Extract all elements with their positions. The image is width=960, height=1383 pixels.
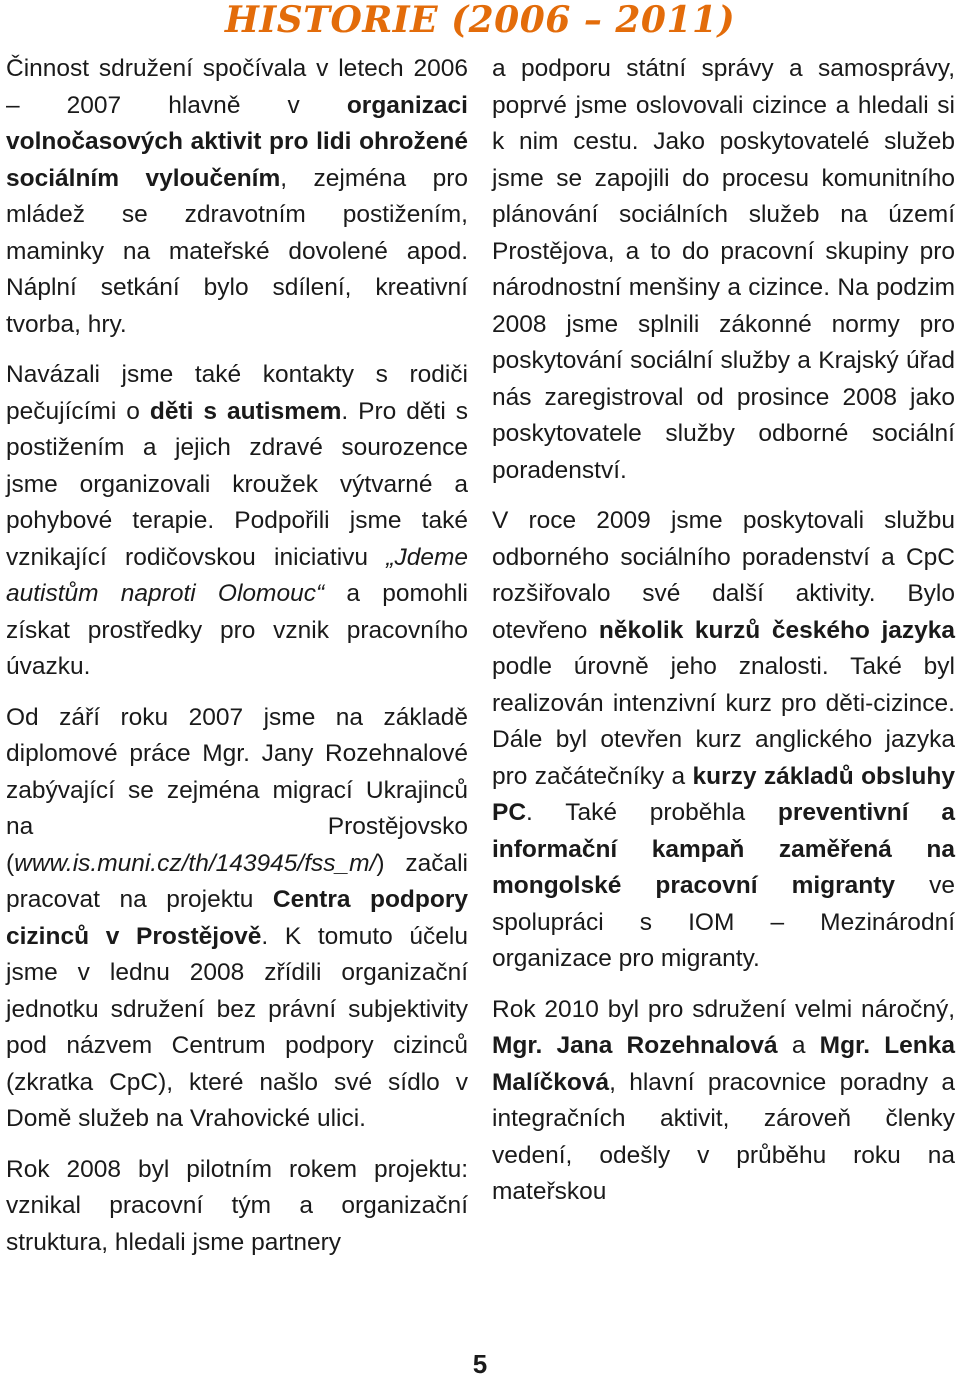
page-number: 5 bbox=[472, 1349, 488, 1379]
emphasis-leisure-activities: organizaci volnočasových aktivit pro lidi ohrožené sociálním vyloučením bbox=[6, 91, 468, 192]
right-column bbox=[492, 51, 955, 1225]
initiative-name: „Jdeme autistům naproti Olomouc“ bbox=[6, 543, 468, 607]
paragraph-activities-2006-2007: Činnost sdružení spočívala v letech 2006 – 2007 hlavně v organizaci volnočasových aktivit pro lidi ohrožené sociálním vyloučením, zejména pro mládež se zdravotním postižením, maminky na mateřské dovolené apod. Náplní setkání bylo sdílení, kreativní tvorba, hry. bbox=[6, 55, 468, 338]
paragraph-2010: Rok 2010 byl pro sdružení velmi náročný, Mgr. Jana Rozehnalová a Mgr. Lenka Malíčková, hlavní pracovnice poradny a integračních aktivit, zároveň členky vedení, odešly v průběhu roku na mateřskou bbox=[492, 995, 956, 1205]
emphasis-children-autism: děti s autismem bbox=[149, 397, 342, 425]
emphasis-pc-courses: kurzy základů obsluhy PC bbox=[492, 762, 955, 826]
paragraph-2009: V roce 2009 jsme poskytovali službu odborného sociálního poradenství a CpC rozšiřovalo své další aktivity. Bylo otevřeno několik kurzů českého jazyka podle úrovně jeho znalosti. Také byl realizován intenzivní kurz pro děti-cizince. Dále byl otevřen kurz anglického jazyka pro začátečníky a kurzy základů obsluhy PC. Také proběhla preventivní a informační kampaň zaměřená na mongolské pracovní migranty ve spolupráci s IOM – Mezinárodní organizace pro migranty. bbox=[492, 507, 956, 972]
emphasis-czech-courses: několik kurzů českého jazyka bbox=[598, 616, 955, 644]
paragraph-2008: Rok 2008 byl pilotním rokem projektu: vznikal pracovní tým a organizační struktura, hledali jsme partnery bbox=[6, 1155, 468, 1256]
emphasis-cpc-project: Centra podpory cizinců v Prostějově bbox=[6, 886, 468, 950]
paragraph-2008-continued: a podporu státní správy a samosprávy, poprvé jsme oslovovali cizince a hledali si k nim cestu. Jako poskytovatelé služeb jsme se zapojili do procesu komunitního plánování sociálních služeb na území Prostějova, a to do pracovní skupiny pro národnostní menšiny a cizince. Na podzim 2008 jsme splnili zákonné normy pro poskytování sociální služby a Krajský úřad nás zaregistroval od prosince 2008 jako poskytovatele služby odborné sociální poradenství. bbox=[492, 55, 955, 484]
emphasis-lenka-malickova: Mgr. Lenka Malíčková bbox=[492, 1032, 956, 1096]
thesis-link: www.is.muni.cz/th/143945/fss_m/ bbox=[14, 849, 377, 877]
paragraph-cpc-founding: Od září roku 2007 jsme na základě diplomové práce Mgr. Jany Rozehnalové zabývající se zejména migrací Ukrajinců na Prostějovsko (www.is.muni.cz/th/143945/fss_m/) začali pracovat na projektu Centra podpory cizinců v Prostějově. K tomuto účelu jsme v lednu 2008 zřídili organizační jednotku sdružení bez právní subjektivity pod názvem Centrum podpory cizinců (zkratka CpC), které našlo své sídlo v Domě služeb na Vrahovické ulici. bbox=[6, 703, 469, 1132]
emphasis-jana-rozehnalova: Mgr. Jana Rozehnalová bbox=[492, 1032, 778, 1059]
paragraph-autism: Navázali jsme také kontakty s rodiči pečujícími o děti s autismem. Pro děti s postižením a jejich zdravé sourozence jsme organizovali kroužek výtvarné a pohybové terapie. Podpořili jsme také vznikající rodičovskou iniciativu „Jdeme autistům naproti Olomouc“ a pomohli získat prostředky pro vznik pracovního úvazku. bbox=[6, 361, 468, 680]
emphasis-mongolian-campaign: preventivní a informační kampaň zaměřená na mongolské pracovní migranty bbox=[492, 799, 955, 899]
page-title: HISTORIE (2006 – 2011) bbox=[224, 0, 736, 41]
left-column bbox=[6, 51, 468, 1275]
